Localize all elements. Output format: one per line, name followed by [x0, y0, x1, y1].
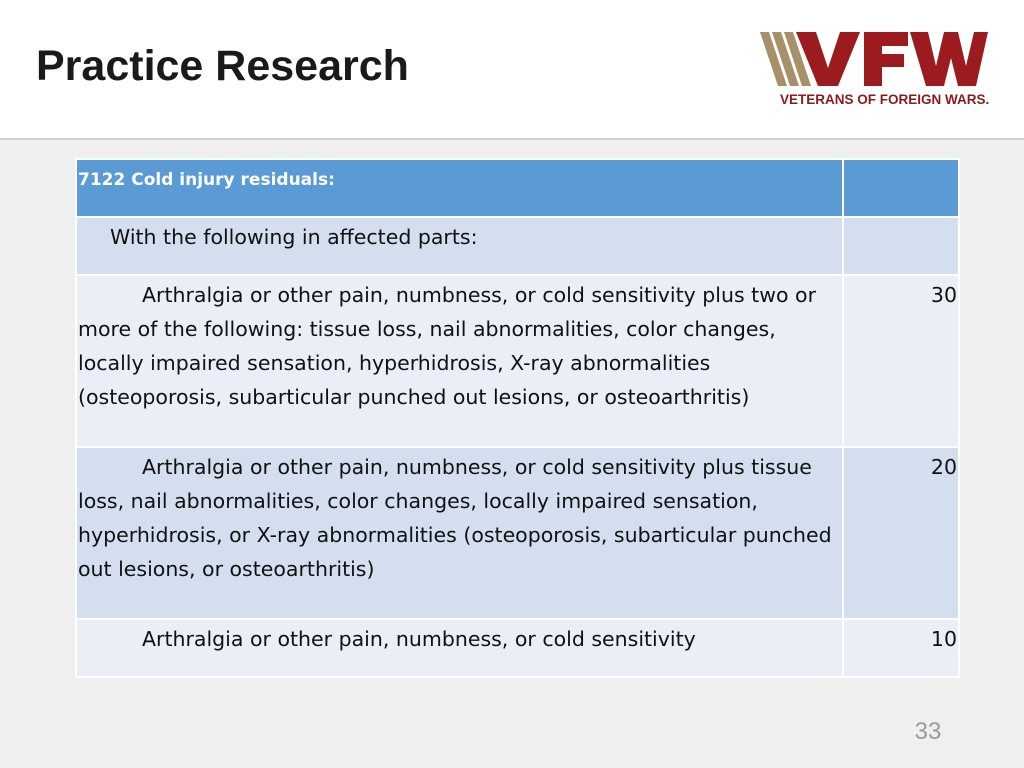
row-description: Arthralgia or other pain, numbness, or cold sensitivity [142, 627, 696, 651]
rating-table [75, 158, 960, 678]
row-description-cell [76, 447, 843, 619]
table-subheader-row [76, 217, 959, 275]
page-number: 33 [914, 718, 942, 745]
table-row [76, 275, 959, 447]
header-cell [76, 159, 843, 217]
subheader-rating-cell [843, 217, 959, 275]
slide-title: Practice Research [36, 42, 409, 90]
subheader-text: With the following in affected parts: [110, 225, 478, 249]
row-rating-cell [843, 619, 959, 677]
row-description: Arthralgia or other pain, numbness, or cold sensitivity plus tissue loss, nail abnormalities, color changes, locally impaired sensation, hyperhidrosis, or X-ray abnormalities (osteoporosis, subarticular punched out lesions, or osteoarthritis) [78, 455, 832, 581]
vfw-logo-mark-icon [760, 28, 988, 90]
table-row [76, 619, 959, 677]
row-rating: 30 [930, 283, 957, 307]
vfw-logo [760, 28, 988, 112]
header-rating-cell [843, 159, 959, 217]
logo-tagline: VETERANS OF FOREIGN WARS. [780, 92, 990, 107]
row-rating-cell [843, 447, 959, 619]
row-description-cell [76, 619, 843, 677]
row-rating-cell [843, 275, 959, 447]
table-header-row [76, 159, 959, 217]
slide-header [0, 0, 1024, 140]
row-description-cell [76, 275, 843, 447]
subheader-cell [76, 217, 843, 275]
row-rating: 20 [930, 455, 957, 479]
table-row [76, 447, 959, 619]
row-rating: 10 [930, 627, 957, 651]
row-description: Arthralgia or other pain, numbness, or cold sensitivity plus two or more of the following: tissue loss, nail abnormalities, color changes, locally impaired sensation, hyperhidrosis, X-ray abnormalities (osteoporosis, subarticular punched out lesions, or osteoarthritis) [78, 283, 816, 409]
diagnostic-code-header: 7122 Cold injury residuals: [78, 170, 335, 190]
